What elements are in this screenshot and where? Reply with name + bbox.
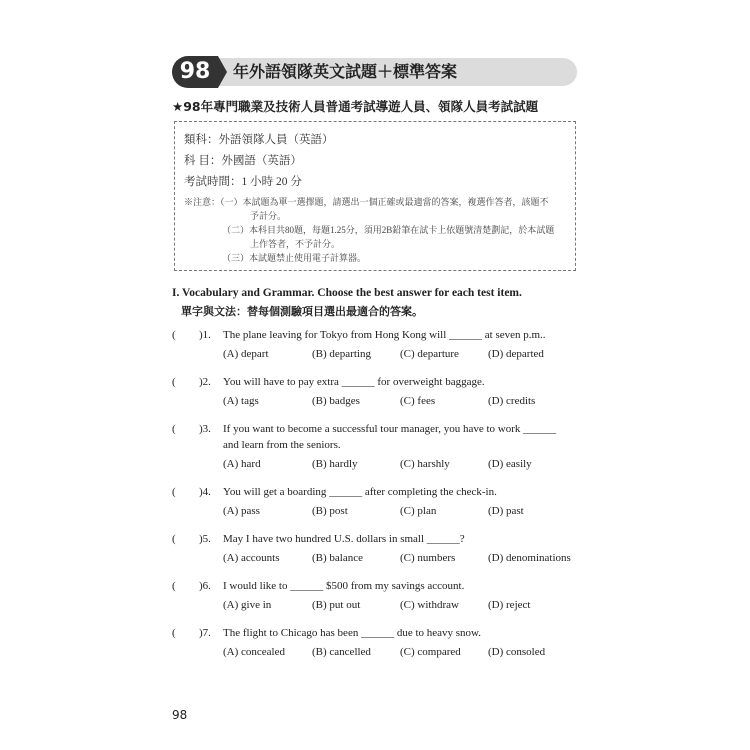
option-b: (B) post xyxy=(312,505,348,517)
exam-note-line: 上作答者，不予計分。 xyxy=(250,239,341,249)
option-d: (D) reject xyxy=(488,599,531,611)
option-a: (A) hard xyxy=(223,458,261,470)
answer-paren-left: ( xyxy=(172,533,176,545)
chapter-badge: 98 xyxy=(172,56,218,88)
option-a: (A) concealed xyxy=(223,646,285,658)
option-d: (D) easily xyxy=(488,458,532,470)
option-d: (D) departed xyxy=(488,348,544,360)
chapter-badge-arrow xyxy=(218,56,227,88)
option-c: (C) departure xyxy=(400,348,459,360)
question-text-continued: and learn from the seniors. xyxy=(223,439,341,451)
answer-paren-left: ( xyxy=(172,580,176,592)
question-number: )4. xyxy=(199,486,211,498)
question-text: If you want to become a successful tour manager, you have to work ______ xyxy=(223,423,557,435)
question-text: The plane leaving for Tokyo from Hong Kong will ______ at seven p.m.. xyxy=(223,329,546,341)
option-d: (D) past xyxy=(488,505,524,517)
question-number: )6. xyxy=(199,580,211,592)
exam-subject: 科 目：外國語（英語） xyxy=(184,155,302,167)
option-a: (A) pass xyxy=(223,505,260,517)
question-text: You will get a boarding ______ after completing the check-in. xyxy=(223,486,497,498)
exam-note-line: ※注意：（一）本試題為單一選擇題，請選出一個正確或最適當的答案，複選作答者，該題不 xyxy=(184,197,549,207)
option-a: (A) accounts xyxy=(223,552,280,564)
page-title: 年外語領隊英文試題＋標準答案 xyxy=(233,62,458,81)
page-number: 98 xyxy=(172,708,188,722)
exam-note-line: 予計分。 xyxy=(250,211,287,221)
answer-paren-left: ( xyxy=(172,329,176,341)
option-b: (B) badges xyxy=(312,395,360,407)
exam-note-line: （二）本科目共80題，每題1.25分，須用2B鉛筆在試卡上依題號清楚劃記，於本試題 xyxy=(222,225,555,235)
question-text: You will have to pay extra ______ for overweight baggage. xyxy=(223,376,485,388)
option-c: (C) plan xyxy=(400,505,437,517)
option-c: (C) fees xyxy=(400,395,436,407)
option-d: (D) denominations xyxy=(488,552,571,564)
section-title: I. Vocabulary and Grammar. Choose the best answer for each test item. xyxy=(172,287,522,299)
question-text: I would like to ______ $500 from my savings account. xyxy=(223,580,465,592)
option-d: (D) credits xyxy=(488,395,536,407)
answer-paren-left: ( xyxy=(172,423,176,435)
option-a: (A) tags xyxy=(223,395,259,407)
answer-paren-left: ( xyxy=(172,486,176,498)
exam-time: 考試時間：1 小時 20 分 xyxy=(184,176,302,188)
option-c: (C) numbers xyxy=(400,552,456,564)
question-number: )3. xyxy=(199,423,211,435)
question-number: )2. xyxy=(199,376,211,388)
question-number: )1. xyxy=(199,329,211,341)
answer-paren-left: ( xyxy=(172,376,176,388)
option-b: (B) cancelled xyxy=(312,646,371,658)
answer-paren-left: ( xyxy=(172,627,176,639)
question-text: The flight to Chicago has been ______ due to heavy snow. xyxy=(223,627,482,639)
option-c: (C) compared xyxy=(400,646,461,658)
question-text: May I have two hundred U.S. dollars in small ______? xyxy=(223,533,465,545)
option-a: (A) give in xyxy=(223,599,272,611)
option-a: (A) depart xyxy=(223,348,269,360)
option-b: (B) hardly xyxy=(312,458,358,470)
exam-subtitle: ★98年專門職業及技術人員普通考試導遊人員、領隊人員考試試題 xyxy=(172,99,539,114)
option-b: (B) departing xyxy=(312,348,371,360)
option-c: (C) harshly xyxy=(400,458,450,470)
exam-category: 類科：外語領隊人員（英語） xyxy=(184,134,334,146)
section-subtitle: 單字與文法：替每個測驗項目選出最適合的答案。 xyxy=(181,306,423,318)
question-number: )7. xyxy=(199,627,211,639)
option-d: (D) consoled xyxy=(488,646,546,658)
option-b: (B) put out xyxy=(312,599,361,611)
option-c: (C) withdraw xyxy=(400,599,459,611)
exam-note-line: （三）本試題禁止使用電子計算器。 xyxy=(222,253,367,263)
question-number: )5. xyxy=(199,533,211,545)
option-b: (B) balance xyxy=(312,552,363,564)
